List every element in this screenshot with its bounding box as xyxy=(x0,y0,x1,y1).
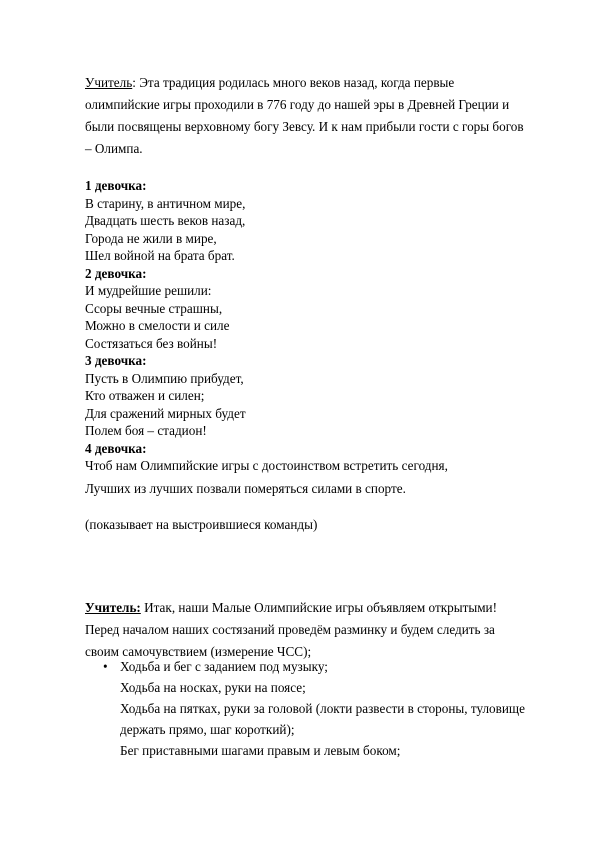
girl-label: 1 девочка: xyxy=(85,178,147,193)
girl-4-verse xyxy=(85,440,448,498)
girl-2-verse xyxy=(85,265,229,353)
verse-line: Полем боя – стадион! xyxy=(85,423,207,438)
girl-3-verse xyxy=(85,352,246,440)
list-item-continuation: держать прямо, шаг короткий); xyxy=(120,722,295,737)
exercise-list xyxy=(85,656,525,761)
verse-line: Чтоб нам Олимпийские игры с достоинством встретить сегодня, xyxy=(85,458,448,473)
verse-line: Города не жили в мире, xyxy=(85,230,217,246)
verse-line: Можно в смелости и силе xyxy=(85,318,230,333)
verse-line: Состязаться без войны! xyxy=(85,335,218,351)
intro-line: были посвящены верховному богу Зевсу. И к нам прибыли гости с горы богов xyxy=(85,119,524,134)
opening-line: своим самочувствием (измерение ЧСС); xyxy=(85,644,312,659)
verse-line: Шел войной на брата брат. xyxy=(85,248,235,263)
verse-line: Кто отважен и силен; xyxy=(85,388,205,403)
verse-line: Двадцать шесть веков назад, xyxy=(85,213,246,228)
intro-line: олимпийские игры проходили в 776 году до нашей эры в Древней Греции и xyxy=(85,97,510,112)
speaker-teacher: Учитель xyxy=(85,75,133,90)
verse-line: Лучших из лучших позвали померяться силами в спорте. xyxy=(85,481,406,496)
intro-line: : Эта традиция родилась много веков назад, когда первые xyxy=(132,75,455,90)
list-item xyxy=(85,656,525,677)
girl-1-verse xyxy=(85,177,245,265)
intro-line: – Олимпа. xyxy=(85,141,143,156)
verse-line: Для сражений мирных будет xyxy=(85,405,246,421)
list-item-continuation: Ходьба на носках, руки на поясе; xyxy=(120,680,306,695)
bullet-icon: • xyxy=(103,659,108,674)
opening-paragraph xyxy=(85,597,535,663)
girl-label: 3 девочка: xyxy=(85,353,147,368)
intro-paragraph xyxy=(85,72,535,160)
girl-label: 2 девочка: xyxy=(85,265,147,281)
stage-direction: (показывает на выстроившиеся команды) xyxy=(85,517,318,532)
verse-line: И мудрейшие решили: xyxy=(85,283,212,298)
opening-line: Итак, наши Малые Олимпийские игры объявляем открытыми! xyxy=(140,600,497,615)
girl-label: 4 девочка: xyxy=(85,440,147,456)
opening-line: Перед началом наших состязаний проведём разминку и будем следить за xyxy=(85,622,495,637)
verse-line: Пусть в Олимпию прибудет, xyxy=(85,370,244,386)
speaker-teacher: Учитель: xyxy=(85,600,141,615)
exercise-text: Ходьба и бег с заданием под музыку; xyxy=(120,659,328,674)
list-item-continuation: Ходьба на пятках, руки за головой (локти развести в стороны, туловище xyxy=(120,701,525,716)
verse-line: В старину, в античном мире, xyxy=(85,195,246,211)
verse-line: Ссоры вечные страшны, xyxy=(85,300,223,316)
list-item-continuation: Бег приставными шагами правым и левым боком; xyxy=(120,743,401,758)
